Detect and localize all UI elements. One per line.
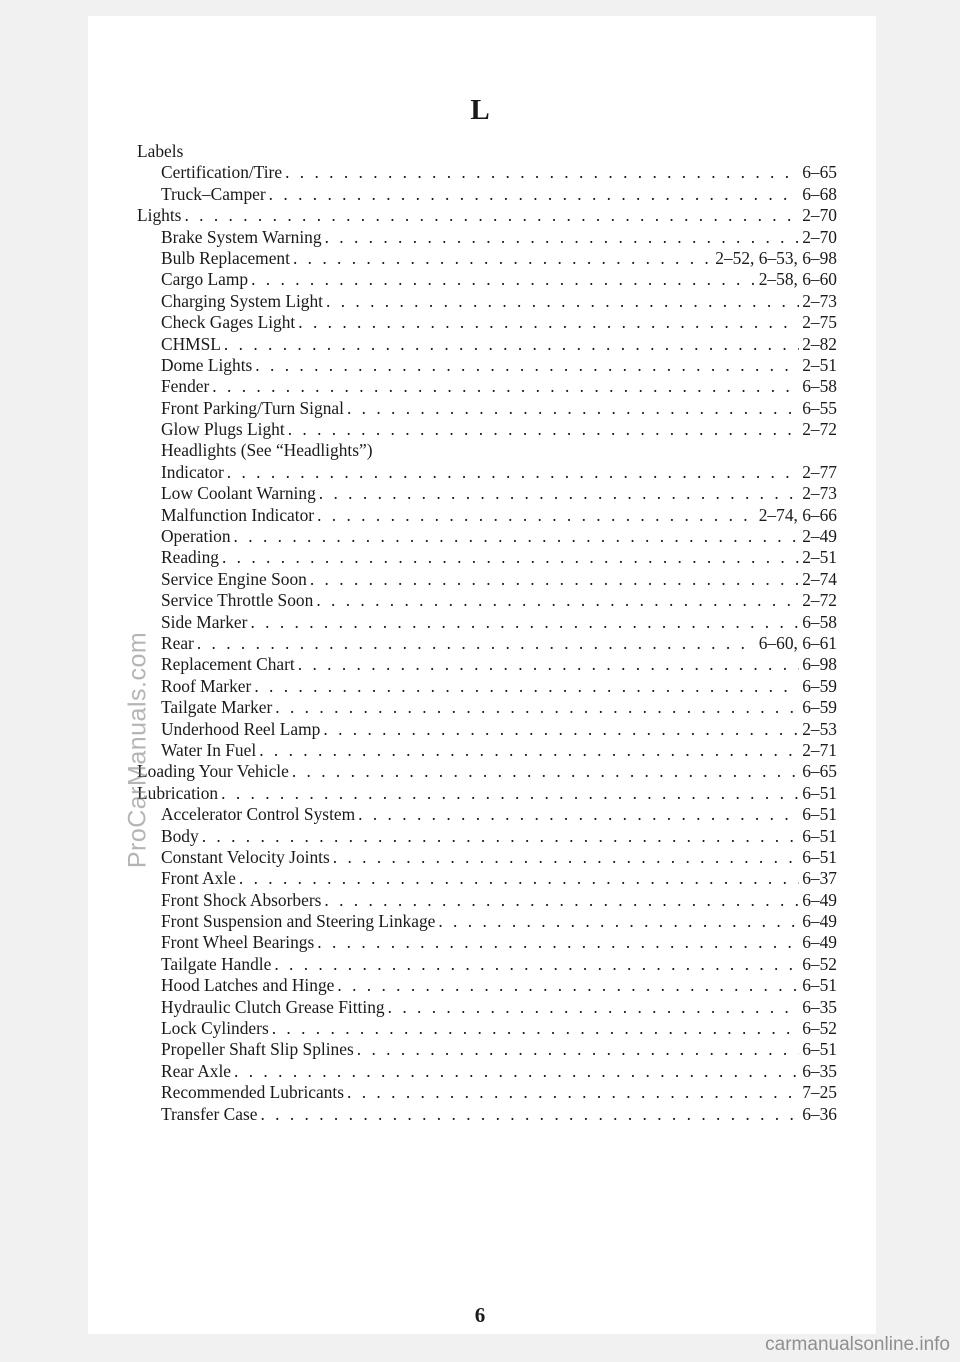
entry-pages: 6–51: [802, 825, 837, 846]
dot-leader: [357, 1039, 799, 1060]
index-entry: [137, 997, 837, 1018]
entry-label: Front Wheel Bearings: [161, 932, 315, 953]
entry-label: Hood Latches and Hinge: [161, 975, 335, 996]
dot-leader: [337, 975, 799, 996]
bottom-watermark: carmanualsonline.info: [765, 1334, 950, 1355]
dot-leader: [326, 291, 799, 312]
dot-leader: [325, 227, 800, 248]
entry-label: Cargo Lamp: [161, 269, 249, 290]
index-entry: [137, 184, 837, 205]
index-entry: [137, 440, 837, 461]
entry-pages: 2–72: [802, 419, 837, 440]
dot-leader: [333, 847, 799, 868]
entry-label: Water In Fuel: [161, 739, 257, 760]
index-entry: [137, 783, 837, 804]
dot-leader: [275, 697, 799, 718]
entry-label: Transfer Case: [161, 1103, 258, 1124]
section-letter: L: [470, 94, 490, 126]
entry-label: Replacement Chart: [161, 654, 295, 675]
entry-label: Operation: [161, 526, 231, 547]
entry-pages: 2–82: [802, 333, 837, 354]
dot-leader: [293, 248, 712, 269]
entry-pages: 2–74: [802, 568, 837, 589]
entry-pages: 2–52, 6–53, 6–98: [715, 247, 837, 268]
entry-label: Rear: [161, 632, 194, 653]
entry-label: Underhood Reel Lamp: [161, 718, 321, 739]
entry-pages: 6–59: [802, 697, 837, 718]
dot-leader: [347, 398, 799, 419]
entry-pages: 2–70: [802, 226, 837, 247]
entry-pages: 6–52: [802, 1018, 837, 1039]
entry-pages: 7–25: [802, 1082, 837, 1103]
index-entry: [137, 975, 837, 996]
index-entry: [137, 269, 837, 290]
index-entry: [137, 868, 837, 889]
dot-leader: [260, 1104, 799, 1125]
entry-pages: 6–37: [802, 868, 837, 889]
entry-pages: 2–51: [802, 547, 837, 568]
entry-pages: 6–98: [802, 654, 837, 675]
index-entry: [137, 676, 837, 697]
entry-label: Tailgate Marker: [161, 697, 273, 718]
side-watermark-text: ProCarManuals.com: [123, 631, 152, 869]
entry-label: Indicator: [161, 461, 224, 482]
entry-pages: 2–51: [802, 354, 837, 375]
index-entry: [137, 569, 837, 590]
entry-label: Body: [161, 825, 199, 846]
dot-leader: [234, 1061, 799, 1082]
index-entry: [137, 911, 837, 932]
entry-pages: 6–58: [802, 611, 837, 632]
dot-leader: [254, 676, 799, 697]
entry-label: Brake System Warning: [161, 226, 322, 247]
dot-leader: [285, 162, 799, 183]
index-entry: [137, 633, 837, 654]
index-entry: [137, 141, 837, 162]
index-entry: [137, 697, 837, 718]
entry-pages: 6–58: [802, 376, 837, 397]
entry-pages: 6–51: [802, 1039, 837, 1060]
entry-pages: 6–35: [802, 1060, 837, 1081]
index-entry: [137, 719, 837, 740]
entry-label: Front Axle: [161, 868, 236, 889]
entry-label: Labels: [137, 141, 184, 161]
entry-label: Front Suspension and Steering Linkage: [161, 911, 436, 932]
dot-leader: [184, 205, 799, 226]
index-entry: [137, 590, 837, 611]
entry-label: Roof Marker: [161, 675, 252, 696]
entry-label: Certification/Tire: [161, 162, 283, 183]
index-entry: [137, 248, 837, 269]
entry-pages: 6–51: [802, 782, 837, 803]
dot-leader: [317, 932, 799, 953]
entry-pages: 6–59: [802, 675, 837, 696]
entry-label: Service Engine Soon: [161, 568, 307, 589]
index-entry: [137, 932, 837, 953]
index-entry: [137, 483, 837, 504]
index-entry: [137, 804, 837, 825]
index-entry: [137, 890, 837, 911]
index-entry: [137, 826, 837, 847]
dot-leader: [255, 355, 799, 376]
dot-leader: [202, 826, 800, 847]
entry-pages: 2–72: [802, 590, 837, 611]
dot-leader: [324, 890, 799, 911]
dot-leader: [298, 312, 799, 333]
index-entry: [137, 398, 837, 419]
entry-label: Service Throttle Soon: [161, 590, 314, 611]
entry-pages: 6–49: [802, 889, 837, 910]
entry-pages: 6–51: [802, 975, 837, 996]
entry-label: Low Coolant Warning: [161, 483, 316, 504]
dot-leader: [323, 719, 799, 740]
entry-pages: 6–52: [802, 953, 837, 974]
entry-pages: 6–49: [802, 932, 837, 953]
dot-leader: [259, 740, 799, 761]
dot-leader: [272, 1018, 800, 1039]
index-entry: [137, 847, 837, 868]
entry-label: Propeller Shaft Slip Splines: [161, 1039, 354, 1060]
dot-leader: [310, 569, 799, 590]
entry-label: Charging System Light: [161, 290, 323, 311]
index-entry: [137, 1061, 837, 1082]
entry-pages: 2–70: [802, 205, 837, 226]
entry-label: Loading Your Vehicle: [137, 761, 289, 782]
entry-label: Fender: [161, 376, 210, 397]
entry-pages: 6–55: [802, 397, 837, 418]
dot-leader: [316, 590, 799, 611]
dot-leader: [274, 954, 799, 975]
entry-label: Headlights (See “Headlights”): [161, 440, 373, 461]
dot-leader: [239, 868, 799, 889]
entry-label: Constant Velocity Joints: [161, 846, 330, 867]
dot-leader: [234, 526, 800, 547]
entry-pages: 6–49: [802, 911, 837, 932]
entry-pages: 2–53: [802, 718, 837, 739]
index-entry: [137, 954, 837, 975]
index-entry: [137, 761, 837, 782]
index-entry: [137, 547, 837, 568]
index-entry: [137, 740, 837, 761]
index-entry: [137, 1039, 837, 1060]
dot-leader: [317, 505, 756, 526]
entry-label: Truck–Camper: [161, 183, 266, 204]
entry-pages: 6–60, 6–61: [758, 632, 837, 653]
entry-label: Hydraulic Clutch Grease Fitting: [161, 996, 385, 1017]
index-entry: [137, 334, 837, 355]
entry-pages: 2–58, 6–60: [758, 269, 837, 290]
index-entry: [137, 162, 837, 183]
dot-leader: [251, 269, 756, 290]
dot-leader: [250, 612, 799, 633]
dot-leader: [288, 419, 800, 440]
entry-pages: 6–51: [802, 804, 837, 825]
dot-leader: [197, 633, 756, 654]
entry-label: Accelerator Control System: [161, 804, 356, 825]
index-entry: [137, 312, 837, 333]
entry-label: Lubrication: [137, 782, 219, 803]
entry-pages: 6–35: [802, 996, 837, 1017]
dot-leader: [298, 654, 799, 675]
dot-leader: [269, 184, 800, 205]
dot-leader: [438, 911, 799, 932]
entry-label: Lock Cylinders: [161, 1018, 269, 1039]
entry-label: Glow Plugs Light: [161, 419, 285, 440]
dot-leader: [222, 547, 799, 568]
dot-leader: [224, 334, 799, 355]
entry-pages: 6–51: [802, 846, 837, 867]
index-entry: [137, 205, 837, 226]
entry-pages: 6–36: [802, 1103, 837, 1124]
index-entry: [137, 419, 837, 440]
entry-label: Recommended Lubricants: [161, 1082, 345, 1103]
entry-label: Check Gages Light: [161, 312, 296, 333]
entry-label: Malfunction Indicator: [161, 504, 315, 525]
index-entry: [137, 612, 837, 633]
index-entry: [137, 1018, 837, 1039]
entry-pages: 6–68: [802, 183, 837, 204]
entry-pages: 6–65: [802, 162, 837, 183]
entry-pages: 2–73: [802, 290, 837, 311]
index-entry: [137, 1104, 837, 1125]
entry-label: Bulb Replacement: [161, 247, 290, 268]
dot-leader: [358, 804, 799, 825]
index-entry: [137, 462, 837, 483]
entry-label: Front Parking/Turn Signal: [161, 397, 344, 418]
index-entry: [137, 526, 837, 547]
entry-pages: 2–77: [802, 461, 837, 482]
entry-pages: 6–65: [802, 761, 837, 782]
dot-leader: [292, 761, 799, 782]
entry-pages: 2–73: [802, 483, 837, 504]
index-list: [137, 141, 837, 1125]
dot-leader: [221, 783, 799, 804]
index-entry: [137, 376, 837, 397]
page-number: 6: [474, 1303, 486, 1327]
index-entry: [137, 355, 837, 376]
entry-pages: 2–75: [802, 312, 837, 333]
index-entry: [137, 1082, 837, 1103]
index-entry: [137, 227, 837, 248]
entry-pages: 2–49: [802, 526, 837, 547]
entry-label: Side Marker: [161, 611, 248, 632]
index-entry: [137, 291, 837, 312]
entry-label: Rear Axle: [161, 1060, 232, 1081]
entry-label: Front Shock Absorbers: [161, 889, 322, 910]
entry-label: Dome Lights: [161, 354, 253, 375]
entry-pages: 2–71: [802, 739, 837, 760]
dot-leader: [388, 997, 800, 1018]
index-entry: [137, 505, 837, 526]
dot-leader: [319, 483, 799, 504]
entry-label: Lights: [137, 205, 182, 226]
dot-leader: [347, 1082, 799, 1103]
entry-label: Tailgate Handle: [161, 953, 272, 974]
dot-leader: [212, 376, 799, 397]
side-watermark: [118, 560, 158, 940]
entry-pages: 2–74, 6–66: [758, 504, 837, 525]
entry-label: CHMSL: [161, 333, 221, 354]
index-entry: [137, 654, 837, 675]
entry-label: Reading: [161, 547, 219, 568]
dot-leader: [227, 462, 799, 483]
